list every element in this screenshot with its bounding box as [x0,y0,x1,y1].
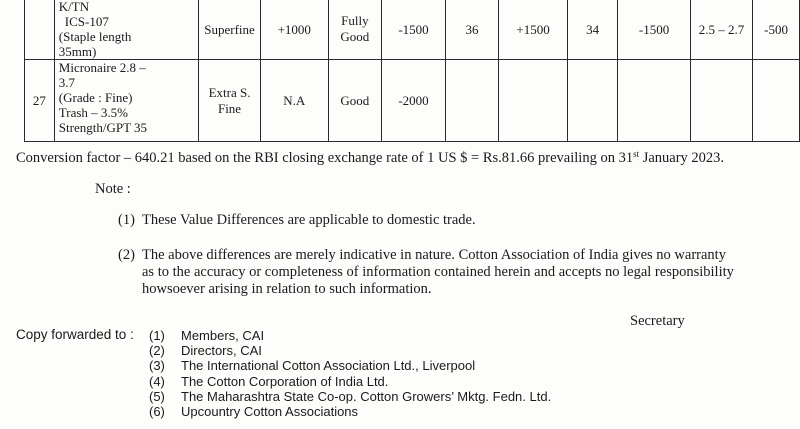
value-cell: +1000 [260,0,328,60]
row-number: 27 [25,60,55,142]
value-difference-table [24,0,800,142]
list-item: (6) Upcountry Cotton Associations [149,404,359,420]
grade-cell: Good [328,60,382,142]
signatory-title: Secretary [630,313,685,329]
value-cell: +1500 [499,0,568,60]
value-cell: -500 [753,0,800,60]
copy-forwarded-list [149,328,551,419]
value-cell [567,60,618,142]
table-row [25,0,800,60]
value-cell [753,60,800,142]
list-item: (2) Directors, CAI [149,343,262,359]
value-cell [618,60,690,142]
list-item: (5) The Maharashtra State Co-op. Cotton Growers’ Mktg. Fedn. Ltd. [149,388,552,404]
grade-cell: Superfine [199,0,261,60]
note-item: (2) The above differences are merely indicative in nature. Cotton Association of India gives no warranty as to the accuracy or completeness of information contained herein and accepts no legal responsibility howsoever arising in relation to such information. [118,247,734,297]
copy-forwarded-label: Copy forwarded to : [16,327,134,342]
conversion-factor-text: Conversion factor – 640.21 based on the RBI closing exchange rate of 1 US $ = Rs.81.66 prevailing on 31st January 2023. [16,149,725,166]
grade-cell: Extra S. Fine [199,60,261,142]
value-cell: 36 [445,0,498,60]
value-cell: N.A [260,60,328,142]
variety-description: Micronaire 2.8 – 3.7 (Grade : Fine) Trash – 3.5% Strength/GPT 35 [54,60,198,142]
row-number [25,0,55,60]
grade-cell: Fully Good [328,0,382,60]
variety-description: K/TN ICS-107 (Staple length 35mm) [54,0,198,60]
value-cell [445,60,498,142]
value-cell: 34 [567,0,618,60]
value-cell: 2.5 – 2.7 [690,0,752,60]
value-cell: -2000 [382,60,446,142]
value-cell: -1500 [618,0,690,60]
value-cell [499,60,568,142]
list-item: (4) The Cotton Corporation of India Ltd. [149,373,389,389]
value-cell [690,60,752,142]
note-heading: Note : [95,181,131,197]
table-row [25,60,800,142]
note-item: (1) These Value Differences are applicable to domestic trade. [118,212,476,228]
list-item: (3) The International Cotton Association Ltd., Liverpool [149,358,476,374]
value-cell: -1500 [382,0,446,60]
list-item: (1) Members, CAI [149,328,265,343]
